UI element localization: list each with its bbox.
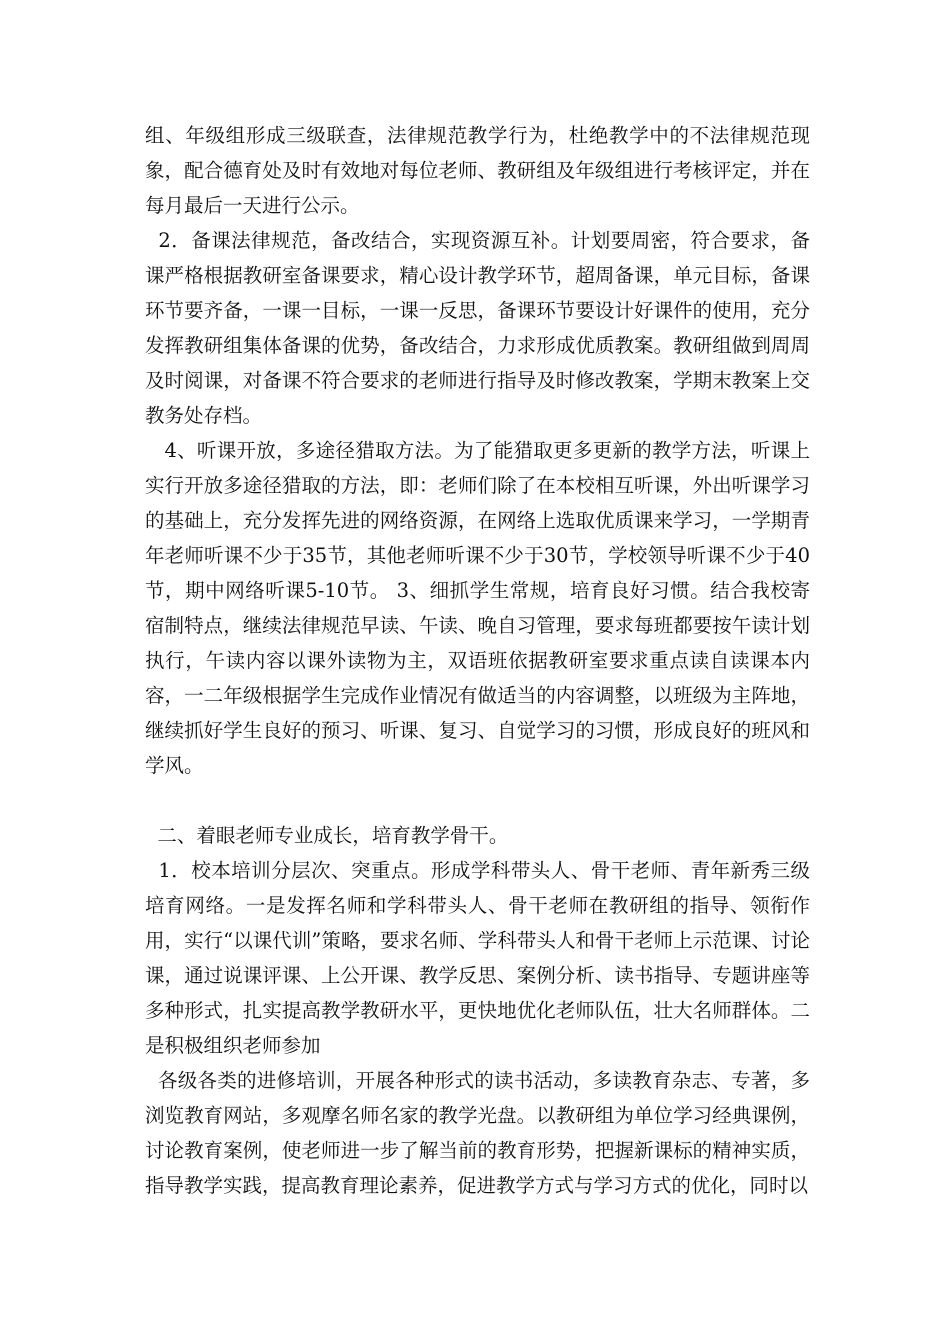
paragraph-1: 组、年级组形成三级联查，法律规范教学行为，杜绝教学中的不法律规范现象，配合德育处及时有效地对每位老师、教研组及年级组进行考核评定，并在每月最后一天进行公示。	[145, 124, 810, 217]
paragraph-3: 4、听课开放，多途径猎取方法。为了能猎取更多更新的教学方法，听课上实行开放多途径猎取的方法，即：老师们除了在本校相互听课，外出听课学习的基础上，充分发挥先进的网络资源，在网络上选取优质课来学习，一学期青年老师听课不少于35节，其他老师听课不少于30节，学校领导听课不少于40节，期中网络听课5-10节。 3、细抓学生常规，培育良好习惯。结合我校寄宿制特点，继续法律规范早读、午读、晚自习管理，要求每班都要按午读计划执行，午读内容以课外读物为主，双语班依据教研室要求重点读自读课本内容，一二年级根据学生完成作业情况有做适当的内容调整，以班级为主阵地，继续抓好学生良好的预习、听课、复习、自觉学习的习惯，形成良好的班风和学风。	[145, 439, 810, 777]
document-body	[145, 118, 810, 1203]
paragraph-4: 1．校本培训分层次、突重点。形成学科带头人、骨干老师、青年新秀三级培育网络。一是发挥名师和学科带头人、骨干老师在教研组的指导、领衔作用，实行“以课代训”策略，要求名师、学科带头人和骨干老师上示范课、讨论课，通过说课评课、上公开课、教学反思、案例分析、读书指导、专题讲座等多种形式，扎实提高教学教研水平，更快地优化老师队伍，壮大名师群体。二是积极组织老师参加	[145, 859, 810, 1057]
paragraph-2: 2．备课法律规范，备改结合，实现资源互补。计划要周密，符合要求，备课严格根据教研室备课要求，精心设计教学环节，超周备课，单元目标，备课环节要齐备，一课一目标，一课一反思，备课环节要设计好课件的使用，充分发挥教研组集体备课的优势，备改结合，力求形成优质教案。教研组做到周周及时阅课，对备课不符合要求的老师进行指导及时修改教案，学期末教案上交教务处存档。	[145, 229, 810, 427]
section-heading: 二、着眼老师专业成长，培育教学骨干。	[145, 824, 509, 847]
blank-line	[145, 783, 810, 818]
paragraph-5: 各级各类的进修培训，开展各种形式的读书活动，多读教育杂志、专著，多浏览教育网站，多观摩名师名家的教学光盘。以教研组为单位学习经典课例，讨论教育案例，使老师进一步了解当前的教育形势，把握新课标的精神实质，指导教学实践，提高教育理论素养，促进教学方式与学习方式的优化，同时以	[145, 1069, 810, 1197]
